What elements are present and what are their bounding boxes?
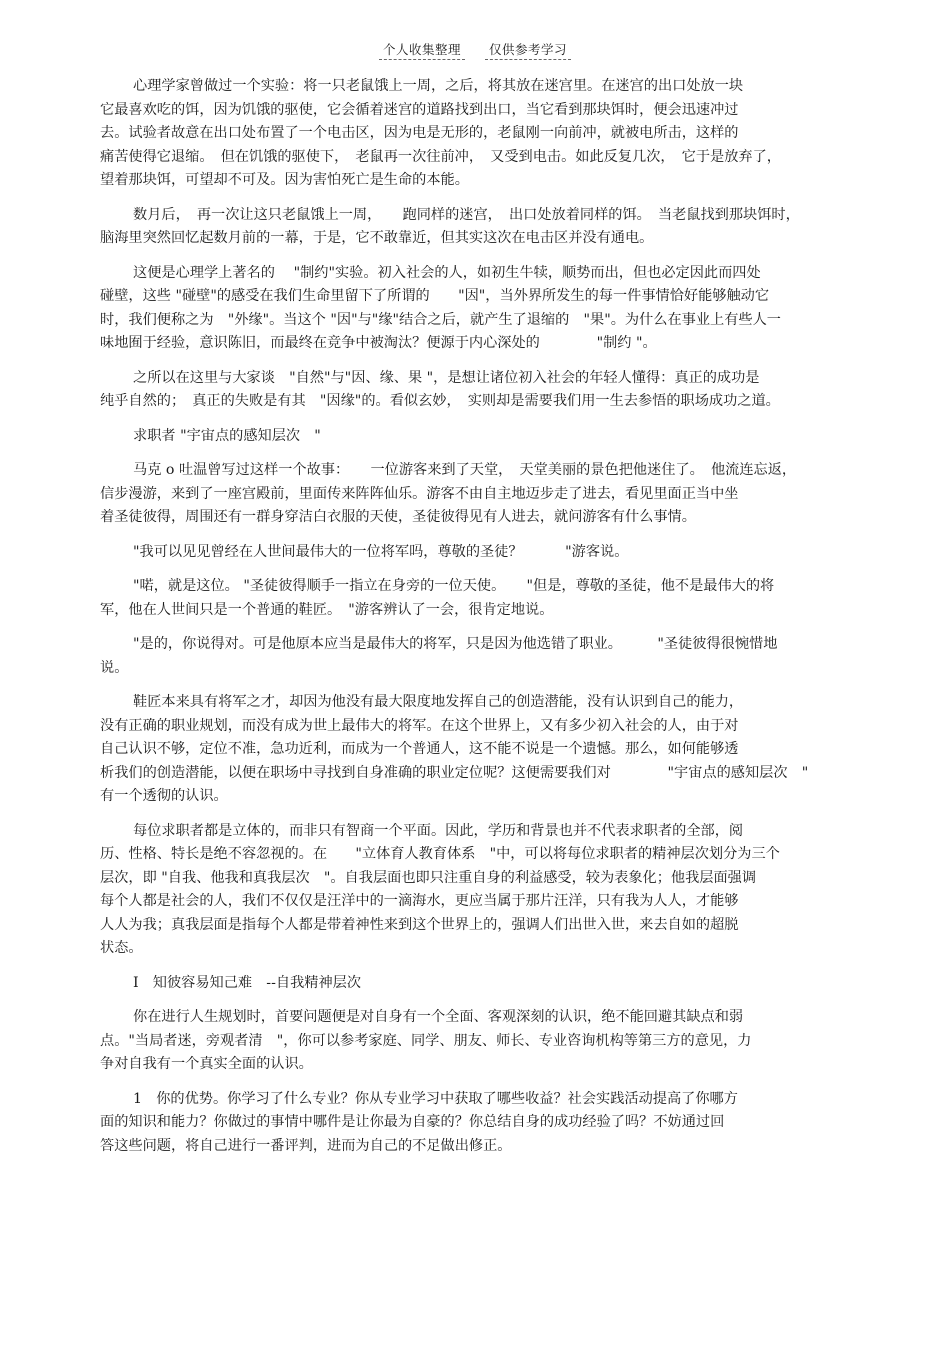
text-line: 每个人都是社会的人，我们不仅仅是汪洋中的一滴海水，更应当属于那片汪洋，只有我为人人，才能够 xyxy=(100,893,739,909)
text-line: 着圣徒彼得，周围还有一群身穿洁白衣服的天使，圣徒彼得见有人进去，就问游客有什么事情。 xyxy=(100,509,696,525)
text-line: 鞋匠本来具有将军之才，却因为他没有最大限度地发挥自己的创造潜能，没有认识到自己的能力， xyxy=(133,694,744,710)
text-line: 有一个透彻的认识。 xyxy=(100,788,228,804)
text-line: 马克 o 吐温曾写过这样一个故事： 一位游客来到了天堂， 天堂美丽的景色把他迷住了。 他流连忘返， xyxy=(133,462,797,478)
text-line: 军，他在人世间只是一个普通的鞋匠。 "游客辨认了一会，很肯定地说。 xyxy=(100,601,554,618)
paragraph-mouse-experiment xyxy=(100,75,840,193)
text-line: 层次，即 "自我、他我和真我层次 "。自我层面也即只注重自身的利益感受，较为表象化；他我层面强调 xyxy=(100,869,757,886)
text-line: 脑海里突然回忆起数月前的一幕，于是，它不敢靠近，但其实这次在电击区并没有通电。 xyxy=(100,230,654,246)
text-line: 求职者 "宇宙点的感知层次 " xyxy=(133,427,321,444)
text-line: 每位求职者都是立体的，而非只有智商一个平面。因此，学历和背景也并不代表求职者的全部，阅 xyxy=(133,822,744,839)
text-line: 碰壁，这些 "碰壁"的感受在我们生命里留下了所谓的 "因"，当外界所发生的每一件事情恰好能够触动它 xyxy=(100,288,770,304)
page-header xyxy=(0,40,950,60)
text-line: 信步漫游，来到了一座宫殿前，里面传来阵阵仙乐。游客不由自主地迈步走了进去，看见里面正当中坐 xyxy=(100,485,739,502)
text-line: 点。"当局者迷，旁观者清 "，你可以参考家庭、同学、朋友、师长、专业咨询机构等第三方的意见，力 xyxy=(100,1032,752,1049)
text-line: 答这些问题，将自己进行一番评判，进而为自己的不足做出修正。 xyxy=(100,1137,512,1154)
text-line: 心理学家曾做过一个实验：将一只老鼠饿上一周，之后，将其放在迷宫里。在迷宫的出口处放一块 xyxy=(133,78,744,94)
text-line: 去。试验者故意在出口处布置了一个电击区，因为电是无形的，老鼠刚一向前冲，就被电所击，这样的 xyxy=(100,125,739,141)
text-line: 纯乎自然的； 真正的失败是有其 "因缘"的。看似玄妙， 实则却是需要我们用一生去参悟的职场成功之道。 xyxy=(100,393,780,409)
header-right-text: 仅供参考学习 xyxy=(485,40,571,60)
text-line: 面的知识和能力？你做过的事情中哪件是让你最为自豪的？你总结自身的成功经验了吗？不妨通过回 xyxy=(100,1114,725,1130)
text-line: 状态。 xyxy=(100,940,143,956)
paragraph-self-knowledge xyxy=(100,1006,840,1077)
text-line: 析我们的创造潜能，以便在职场中寻找到自身准确的职业定位呢？这便需要我们对 "宇宙点的感知层次 " xyxy=(100,764,809,781)
text-line: "是的，你说得对。可是他原本应当是最伟大的将军，只是因为他选错了职业。 "圣徒彼得很惋惜地 xyxy=(133,636,778,652)
text-line: 之所以在这里与大家谈 "自然"与"因、缘、果 "，是想让诸位初入社会的年轻人懂得：真正的成功是 xyxy=(133,369,760,386)
paragraph-cause-effect xyxy=(100,367,840,414)
section-heading-self-level xyxy=(100,972,840,996)
text-line: Ⅰ 知彼容易知己难 --自我精神层次 xyxy=(133,974,362,991)
paragraph-conditioning xyxy=(100,262,840,356)
paragraph-your-strengths xyxy=(100,1088,840,1159)
paragraph-months-later xyxy=(100,204,840,251)
text-line: 人人为我；真我层面是指每个人都是带着神性来到这个世界上的，强调人们出世入世，来去自如的超脱 xyxy=(100,916,739,933)
document-body xyxy=(100,75,840,1169)
text-line: 望着那块饵，可望却不可及。因为害怕死亡是生命的本能。 xyxy=(100,172,469,188)
text-line: 你在进行人生规划时，首要问题便是对自身有一个全面、客观深刻的认识，绝不能回避其缺点和弱 xyxy=(133,1009,744,1025)
paragraph-dialogue-2 xyxy=(100,575,840,622)
text-line: 它最喜欢吃的饵，因为饥饿的驱使，它会循着迷宫的道路找到出口，当它看到那块饵时，便会迅速冲过 xyxy=(100,101,739,118)
text-line: 味地囿于经验，意识陈旧，而最终在竞争中被淘汰？便源于内心深处的 "制约 "。 xyxy=(100,335,657,351)
text-line: 1 你的优势。你学习了什么专业？你从专业学习中获取了哪些收益？社会实践活动提高了你哪方 xyxy=(133,1090,738,1107)
text-line: 痛苦使得它退缩。 但在饥饿的驱使下， 老鼠再一次往前冲， 又受到电击。如此反复几次， 它于是放弃了， xyxy=(100,148,781,165)
text-line: 争对自我有一个真实全面的认识。 xyxy=(100,1056,313,1072)
text-line: 时，我们便称之为 "外缘"。当这个 "因"与"缘"结合之后，就产生了退缩的 "果"。为什么在事业上有些人一 xyxy=(100,311,781,328)
paragraph-dialogue-1 xyxy=(100,541,840,565)
text-line: 没有正确的职业规划，而没有成为世上最伟大的将军。在这个世界上，又有多少初入社会的人，由于对 xyxy=(100,717,739,734)
section-heading-perception-levels xyxy=(100,425,840,449)
text-line: 说。 xyxy=(100,659,129,676)
text-line: 数月后， 再一次让这只老鼠饿上一周， 跑同样的迷宫， 出口处放着同样的饵。 当老鼠找到那块饵时， xyxy=(133,206,800,223)
paragraph-three-levels xyxy=(100,820,840,961)
paragraph-shoemaker xyxy=(100,691,840,809)
text-line: "喏，就是这位。 "圣徒彼得顺手一指立在身旁的一位天使。 "但是，尊敬的圣徒，他不是最伟大的将 xyxy=(133,578,775,594)
header-left-text: 个人收集整理 xyxy=(379,40,465,60)
text-line: "我可以见见曾经在人世间最伟大的一位将军吗，尊敬的圣徒？ "游客说。 xyxy=(133,543,629,560)
text-line: 这便是心理学上著名的 "制约"实验。初入社会的人，如初生牛犊，顺势而出，但也必定因此而四处 xyxy=(133,264,761,281)
paragraph-dialogue-3 xyxy=(100,633,840,680)
text-line: 自己认识不够，定位不准，急功近利，而成为一个普通人，这不能不说是一个遗憾。那么，如何能够透 xyxy=(100,741,739,757)
paragraph-mark-twain-story xyxy=(100,459,840,530)
text-line: 历、性格、特长是绝不容忽视的。在 "立体育人教育体系 "中，可以将每位求职者的精神层次划分为三个 xyxy=(100,846,780,862)
